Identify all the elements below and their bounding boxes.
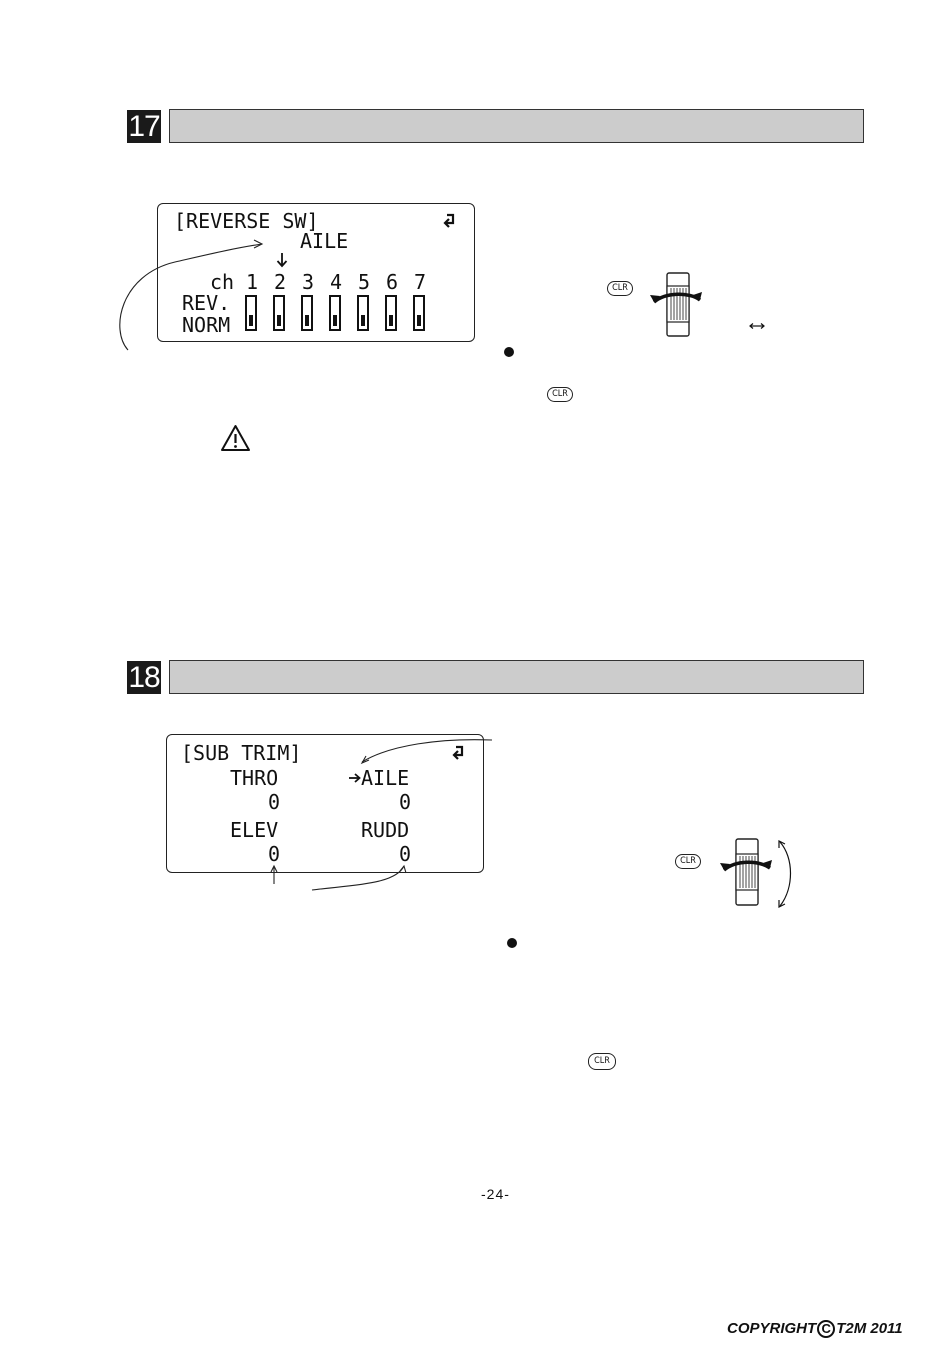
lcd-channel-number: 6 bbox=[386, 270, 399, 294]
copyright-suffix: T2M 2011 bbox=[836, 1320, 903, 1337]
lcd-channel-number: 2 bbox=[274, 270, 287, 294]
jog-dial-icon bbox=[716, 838, 796, 910]
lcd-selected-channel: AILE bbox=[300, 229, 349, 253]
page-number: -24- bbox=[481, 1186, 510, 1202]
section-number-18: 18 bbox=[128, 661, 160, 694]
clr-key-icon: CLR bbox=[675, 854, 701, 869]
copyright-notice bbox=[727, 1320, 903, 1338]
clr-key-icon-2: CLR bbox=[547, 387, 573, 402]
lcd-channel-number: 4 bbox=[330, 270, 343, 294]
lcd-aile-value: 0 bbox=[399, 790, 412, 814]
lcd-elev-value: 0 bbox=[268, 842, 281, 866]
lcd-thro-label: THRO bbox=[230, 766, 279, 790]
clr-key-icon-2: CLR bbox=[588, 1053, 616, 1070]
lcd-title: [SUB TRIM] bbox=[181, 741, 302, 765]
lcd-thro-value: 0 bbox=[268, 790, 281, 814]
lcd-aile-label: AILE bbox=[361, 766, 410, 790]
lcd-elev-label: ELEV bbox=[230, 818, 279, 842]
lcd-channel-number: 5 bbox=[358, 270, 371, 294]
clr-key-icon: CLR bbox=[607, 281, 633, 296]
lcd-rudd-label: RUDD bbox=[361, 818, 410, 842]
lcd-channel-number: 1 bbox=[246, 270, 259, 294]
lcd-rudd-value: 0 bbox=[399, 842, 412, 866]
lcd-title: [REVERSE SW] bbox=[174, 209, 319, 233]
lcd-channel-number: 3 bbox=[302, 270, 315, 294]
lcd-norm-label: NORM bbox=[182, 313, 231, 337]
copyright-symbol-icon: C bbox=[817, 1320, 835, 1338]
lcd-ch-label: ch bbox=[210, 270, 235, 294]
bullet-icon bbox=[507, 938, 517, 948]
copyright-prefix: COPYRIGHT bbox=[727, 1320, 817, 1337]
lcd-channel-number: 7 bbox=[414, 270, 427, 294]
lcd-rev-label: REV. bbox=[182, 291, 231, 315]
section-number-17: 17 bbox=[128, 110, 160, 143]
